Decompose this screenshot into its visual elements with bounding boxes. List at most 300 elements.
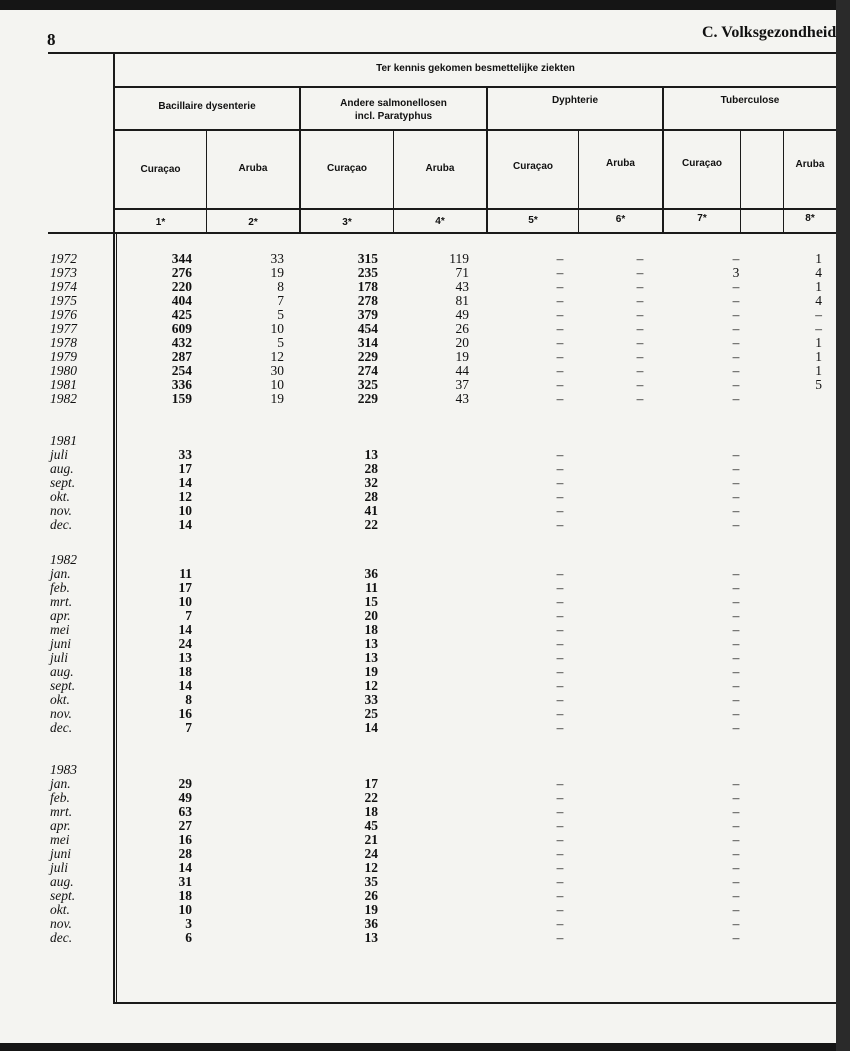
month-label: mrt. bbox=[50, 804, 73, 819]
table-cell: – bbox=[732, 846, 740, 861]
table-cell bbox=[630, 875, 650, 889]
table-cell: – bbox=[815, 321, 822, 336]
table-cell: – bbox=[636, 251, 644, 266]
table-cell: 71 bbox=[455, 265, 469, 280]
table-cell: 12 bbox=[364, 860, 378, 875]
month-label: feb. bbox=[50, 580, 70, 595]
table-cell: 229 bbox=[357, 349, 378, 364]
table-cell bbox=[800, 889, 822, 903]
table-cell: – bbox=[556, 846, 564, 861]
data-column-c6 bbox=[630, 763, 650, 945]
table-cell: 19 bbox=[455, 349, 469, 364]
island-separator bbox=[740, 129, 741, 232]
table-cell: 13 bbox=[364, 650, 378, 665]
table-cell: 22 bbox=[364, 790, 378, 805]
table-cell: 287 bbox=[171, 349, 192, 364]
table-cell: 13 bbox=[364, 636, 378, 651]
table-cell: 8 bbox=[185, 692, 192, 707]
table-cell bbox=[800, 476, 822, 490]
table-cell: – bbox=[732, 902, 740, 917]
month-label: okt. bbox=[50, 489, 70, 504]
month-label: mrt. bbox=[50, 594, 73, 609]
table-cell: 119 bbox=[449, 251, 469, 266]
table-cell bbox=[210, 707, 284, 721]
table-cell: – bbox=[732, 916, 740, 931]
data-column-c3 bbox=[300, 434, 378, 532]
data-column-c4 bbox=[395, 553, 469, 735]
table-cell bbox=[395, 623, 469, 637]
table-cell bbox=[210, 448, 284, 462]
table-cell bbox=[800, 763, 822, 777]
table-cell bbox=[395, 777, 469, 791]
table-cell bbox=[210, 833, 284, 847]
table-cell: 10 bbox=[270, 377, 284, 392]
month-label: aug. bbox=[50, 874, 74, 889]
table-cell: 44 bbox=[455, 363, 469, 378]
month-label: juli bbox=[50, 860, 69, 875]
year-label: 1983 bbox=[50, 762, 77, 777]
table-cell: 235 bbox=[357, 265, 378, 280]
table-cell: 7 bbox=[185, 720, 192, 735]
table-cell: 28 bbox=[178, 846, 192, 861]
table-cell: 24 bbox=[178, 636, 192, 651]
table-cell bbox=[630, 805, 650, 819]
table-cell bbox=[210, 861, 284, 875]
data-column-c5 bbox=[550, 434, 570, 532]
table-cell bbox=[800, 861, 822, 875]
table-cell bbox=[210, 931, 284, 945]
table-cell bbox=[630, 518, 650, 532]
month-label: aug. bbox=[50, 664, 74, 679]
table-cell: – bbox=[732, 447, 740, 462]
table-cell bbox=[300, 553, 378, 567]
table-cell: – bbox=[732, 391, 740, 406]
table-cell bbox=[630, 917, 650, 931]
table-cell: 10 bbox=[270, 321, 284, 336]
data-column-c1 bbox=[118, 434, 192, 532]
table-cell bbox=[630, 623, 650, 637]
data-column-c1 bbox=[118, 763, 192, 945]
year-label: 1979 bbox=[50, 349, 77, 364]
data-column-c8 bbox=[800, 252, 822, 406]
table-cell: 18 bbox=[178, 664, 192, 679]
table-cell: – bbox=[556, 293, 564, 308]
table-cell bbox=[800, 791, 822, 805]
table-cell: 36 bbox=[364, 916, 378, 931]
month-label: sept. bbox=[50, 678, 76, 693]
table-cell bbox=[395, 791, 469, 805]
table-cell: 1 bbox=[815, 349, 822, 364]
month-label: sept. bbox=[50, 888, 76, 903]
table-cell: – bbox=[732, 706, 740, 721]
table-cell bbox=[800, 448, 822, 462]
table-cell: 274 bbox=[357, 363, 378, 378]
table-cell bbox=[800, 665, 822, 679]
island-underline bbox=[113, 208, 836, 210]
table-cell: – bbox=[732, 461, 740, 476]
table-cell: 229 bbox=[357, 391, 378, 406]
header-bottom-rule bbox=[48, 232, 836, 234]
table-cell bbox=[630, 931, 650, 945]
table-cell bbox=[800, 721, 822, 735]
data-column-c2 bbox=[210, 553, 284, 735]
table-cell bbox=[630, 665, 650, 679]
table-cell bbox=[395, 490, 469, 504]
disease-header: Andere salmonellosen incl. Paratyphus bbox=[340, 98, 447, 122]
table-cell bbox=[395, 721, 469, 735]
table-cell: 14 bbox=[178, 860, 192, 875]
table-cell: 81 bbox=[455, 293, 469, 308]
table-cell bbox=[630, 777, 650, 791]
table-cell: – bbox=[732, 636, 740, 651]
table-cell: – bbox=[732, 293, 740, 308]
table-cell: – bbox=[732, 664, 740, 679]
table-cell: – bbox=[636, 377, 644, 392]
table-cell bbox=[210, 476, 284, 490]
table-cell: 22 bbox=[364, 517, 378, 532]
table-cell bbox=[800, 833, 822, 847]
table-cell: – bbox=[732, 622, 740, 637]
table-cell: – bbox=[556, 307, 564, 322]
table-cell: 379 bbox=[357, 307, 378, 322]
column-island-header: Curaçao bbox=[140, 164, 181, 175]
table-cell: 30 bbox=[270, 363, 284, 378]
column-island-header: Curaçao bbox=[326, 163, 367, 174]
table-cell: – bbox=[556, 349, 564, 364]
table-cell bbox=[630, 567, 650, 581]
table-cell bbox=[395, 651, 469, 665]
table-cell bbox=[800, 917, 822, 931]
table-cell: 10 bbox=[178, 594, 192, 609]
table-cell: 454 bbox=[357, 321, 378, 336]
table-cell bbox=[726, 763, 746, 777]
table-cell bbox=[550, 763, 570, 777]
table-cell: – bbox=[556, 804, 564, 819]
table-cell: – bbox=[732, 335, 740, 350]
table-cell: 178 bbox=[357, 279, 378, 294]
table-cell bbox=[395, 567, 469, 581]
table-cell: 432 bbox=[171, 335, 192, 350]
table-cell bbox=[630, 903, 650, 917]
table-cell bbox=[800, 518, 822, 532]
table-cell bbox=[118, 553, 192, 567]
table-cell bbox=[630, 679, 650, 693]
table-cell: – bbox=[556, 692, 564, 707]
table-cell bbox=[210, 490, 284, 504]
table-cell: 404 bbox=[171, 293, 192, 308]
table-cell bbox=[395, 861, 469, 875]
month-label: okt. bbox=[50, 902, 70, 917]
table-cell bbox=[800, 819, 822, 833]
year-label: 1975 bbox=[50, 293, 77, 308]
table-cell: 314 bbox=[357, 335, 378, 350]
table-cell bbox=[395, 462, 469, 476]
table-cell: 43 bbox=[455, 391, 469, 406]
table-cell bbox=[800, 392, 822, 406]
table-cell: 13 bbox=[364, 930, 378, 945]
table-cell: 28 bbox=[364, 489, 378, 504]
table-cell bbox=[800, 623, 822, 637]
data-column-c1 bbox=[118, 252, 192, 406]
table-cell: – bbox=[556, 335, 564, 350]
scan-border-bottom bbox=[0, 1043, 850, 1051]
table-cell: 3 bbox=[732, 265, 740, 280]
data-column-c2 bbox=[210, 434, 284, 532]
table-cell bbox=[210, 889, 284, 903]
table-cell bbox=[800, 595, 822, 609]
data-column-c8 bbox=[800, 434, 822, 532]
table-bottom-rule bbox=[113, 1002, 836, 1004]
disease-header: Tuberculose bbox=[720, 95, 780, 106]
table-cell: 15 bbox=[364, 594, 378, 609]
year-label: 1981 bbox=[50, 433, 77, 448]
table-cell: 24 bbox=[364, 846, 378, 861]
table-cell: – bbox=[556, 720, 564, 735]
table-cell: – bbox=[556, 706, 564, 721]
table-cell bbox=[630, 833, 650, 847]
table-cell: 278 bbox=[357, 293, 378, 308]
table-cell: 5 bbox=[277, 307, 284, 322]
table-cell: – bbox=[732, 720, 740, 735]
table-cell bbox=[630, 434, 650, 448]
table-cell: 25 bbox=[364, 706, 378, 721]
table-cell bbox=[395, 805, 469, 819]
table-cell: 315 bbox=[357, 251, 378, 266]
data-column-c5 bbox=[550, 252, 570, 406]
table-cell bbox=[800, 504, 822, 518]
table-cell bbox=[210, 434, 284, 448]
column-island-header: Aruba bbox=[238, 163, 268, 174]
table-cell bbox=[210, 875, 284, 889]
table-cell: – bbox=[636, 349, 644, 364]
table-cell: 37 bbox=[455, 377, 469, 392]
table-cell: 4 bbox=[815, 293, 822, 308]
table-cell bbox=[630, 553, 650, 567]
table-cell bbox=[210, 819, 284, 833]
table-cell bbox=[630, 707, 650, 721]
month-label: mei bbox=[50, 832, 70, 847]
month-label: dec. bbox=[50, 720, 73, 735]
table-cell bbox=[726, 434, 746, 448]
table-cell: – bbox=[556, 321, 564, 336]
table-cell: – bbox=[556, 377, 564, 392]
table-cell bbox=[210, 651, 284, 665]
data-column-c8 bbox=[800, 763, 822, 945]
table-cell bbox=[395, 637, 469, 651]
year-label: 1972 bbox=[50, 251, 77, 266]
table-cell: – bbox=[732, 874, 740, 889]
data-column-c6 bbox=[630, 252, 650, 406]
table-cell: – bbox=[636, 335, 644, 350]
table-cell: 7 bbox=[185, 608, 192, 623]
disease-separator bbox=[486, 86, 488, 232]
table-cell bbox=[800, 805, 822, 819]
table-cell bbox=[395, 609, 469, 623]
month-label: jan. bbox=[50, 776, 71, 791]
year-label: 1982 bbox=[50, 391, 77, 406]
table-cell bbox=[630, 504, 650, 518]
table-cell: 17 bbox=[364, 776, 378, 791]
table-cell: – bbox=[556, 874, 564, 889]
section-title: C. Volksgezondheid bbox=[702, 24, 837, 41]
data-column-c3 bbox=[300, 252, 378, 406]
data-column-c3 bbox=[300, 553, 378, 735]
table-cell bbox=[395, 581, 469, 595]
table-cell: 19 bbox=[364, 664, 378, 679]
table-cell bbox=[210, 623, 284, 637]
month-label: juli bbox=[50, 650, 69, 665]
table-cell bbox=[395, 518, 469, 532]
year-label: 1980 bbox=[50, 363, 77, 378]
data-column-c7 bbox=[726, 252, 746, 406]
table-cell: – bbox=[732, 321, 740, 336]
table-cell: – bbox=[556, 818, 564, 833]
table-cell bbox=[630, 476, 650, 490]
table-cell: 19 bbox=[364, 902, 378, 917]
month-label: nov. bbox=[50, 706, 72, 721]
table-cell: – bbox=[556, 888, 564, 903]
table-cell: 13 bbox=[178, 650, 192, 665]
table-cell: 10 bbox=[178, 503, 192, 518]
table-cell: 14 bbox=[364, 720, 378, 735]
row-labels bbox=[50, 252, 77, 406]
table-cell: 220 bbox=[171, 279, 192, 294]
table-cell bbox=[800, 434, 822, 448]
table-cell bbox=[800, 637, 822, 651]
month-label: juli bbox=[50, 447, 69, 462]
table-cell: 1 bbox=[815, 363, 822, 378]
table-cell: – bbox=[636, 321, 644, 336]
table-cell: – bbox=[556, 902, 564, 917]
year-label: 1981 bbox=[50, 377, 77, 392]
table-cell: – bbox=[556, 636, 564, 651]
month-label: okt. bbox=[50, 692, 70, 707]
table-cell: 14 bbox=[178, 517, 192, 532]
table-cell bbox=[800, 651, 822, 665]
table-cell: 159 bbox=[171, 391, 192, 406]
row-labels bbox=[50, 763, 77, 945]
table-cell: – bbox=[556, 776, 564, 791]
table-cell bbox=[630, 595, 650, 609]
table-cell: 336 bbox=[171, 377, 192, 392]
table-cell bbox=[630, 693, 650, 707]
month-label: juni bbox=[50, 636, 72, 651]
table-cell: 20 bbox=[364, 608, 378, 623]
table-cell: – bbox=[636, 293, 644, 308]
table-cell: – bbox=[732, 307, 740, 322]
data-column-c5 bbox=[550, 763, 570, 945]
table-cell bbox=[210, 805, 284, 819]
table-cell bbox=[630, 763, 650, 777]
table-cell: – bbox=[815, 307, 822, 322]
column-number: 7* bbox=[697, 213, 707, 224]
table-cell: 31 bbox=[178, 874, 192, 889]
month-label: sept. bbox=[50, 475, 76, 490]
table-cell: – bbox=[556, 251, 564, 266]
table-cell: – bbox=[732, 349, 740, 364]
column-number: 1* bbox=[155, 217, 166, 228]
table-cell: 14 bbox=[178, 678, 192, 693]
table-cell: 254 bbox=[171, 363, 192, 378]
table-cell: – bbox=[732, 279, 740, 294]
table-cell: 17 bbox=[178, 580, 192, 595]
table-cell: 32 bbox=[364, 475, 378, 490]
table-cell bbox=[210, 595, 284, 609]
table-cell: 26 bbox=[455, 321, 469, 336]
table-cell: 45 bbox=[364, 818, 378, 833]
table-cell: 12 bbox=[270, 349, 284, 364]
month-label: apr. bbox=[50, 608, 71, 623]
column-island-header: Curaçao bbox=[512, 161, 553, 172]
table-cell: – bbox=[732, 566, 740, 581]
table-cell: – bbox=[556, 566, 564, 581]
table-cell bbox=[800, 931, 822, 945]
month-label: mei bbox=[50, 622, 70, 637]
table-cell: 63 bbox=[178, 804, 192, 819]
table-cell bbox=[210, 777, 284, 791]
data-column-c2 bbox=[210, 763, 284, 945]
table-cell bbox=[300, 434, 378, 448]
table-cell: – bbox=[636, 279, 644, 294]
title-underline bbox=[113, 86, 836, 88]
data-column-c4 bbox=[395, 763, 469, 945]
table-cell: – bbox=[556, 678, 564, 693]
table-cell: – bbox=[556, 475, 564, 490]
table-cell: – bbox=[732, 503, 740, 518]
table-title: Ter kennis gekomen besmettelijke ziekten bbox=[376, 63, 575, 74]
table-cell: 5 bbox=[815, 377, 822, 392]
table-cell: – bbox=[556, 517, 564, 532]
table-cell: – bbox=[556, 265, 564, 280]
table-cell bbox=[210, 847, 284, 861]
table-cell: 49 bbox=[178, 790, 192, 805]
table-cell: 5 bbox=[277, 335, 284, 350]
data-column-c3 bbox=[300, 763, 378, 945]
table-cell: 11 bbox=[365, 580, 378, 595]
column-island-header: Aruba bbox=[606, 158, 635, 169]
table-cell: 4 bbox=[815, 265, 822, 280]
data-column-c4 bbox=[395, 252, 469, 406]
table-cell: 49 bbox=[455, 307, 469, 322]
month-label: apr. bbox=[50, 818, 71, 833]
table-cell: 14 bbox=[178, 622, 192, 637]
table-cell: – bbox=[732, 594, 740, 609]
table-cell: 1 bbox=[815, 279, 822, 294]
data-column-c6 bbox=[630, 553, 650, 735]
table-cell bbox=[800, 847, 822, 861]
table-cell bbox=[118, 434, 192, 448]
column-island-header: Aruba bbox=[795, 159, 825, 170]
year-label: 1973 bbox=[50, 265, 77, 280]
table-cell: 8 bbox=[277, 279, 284, 294]
table-cell bbox=[395, 665, 469, 679]
column-island-header: Aruba bbox=[425, 163, 455, 174]
month-label: nov. bbox=[50, 503, 72, 518]
table-cell bbox=[210, 791, 284, 805]
table-cell: 7 bbox=[277, 293, 284, 308]
table-cell: 33 bbox=[364, 692, 378, 707]
table-cell: 33 bbox=[270, 251, 284, 266]
table-cell: – bbox=[732, 650, 740, 665]
table-cell bbox=[210, 693, 284, 707]
column-number: 2* bbox=[248, 217, 258, 228]
table-cell bbox=[630, 637, 650, 651]
table-cell: 11 bbox=[179, 566, 192, 581]
table-cell: 1 bbox=[815, 335, 822, 350]
table-cell: 36 bbox=[364, 566, 378, 581]
month-label: nov. bbox=[50, 916, 72, 931]
table-cell bbox=[800, 693, 822, 707]
